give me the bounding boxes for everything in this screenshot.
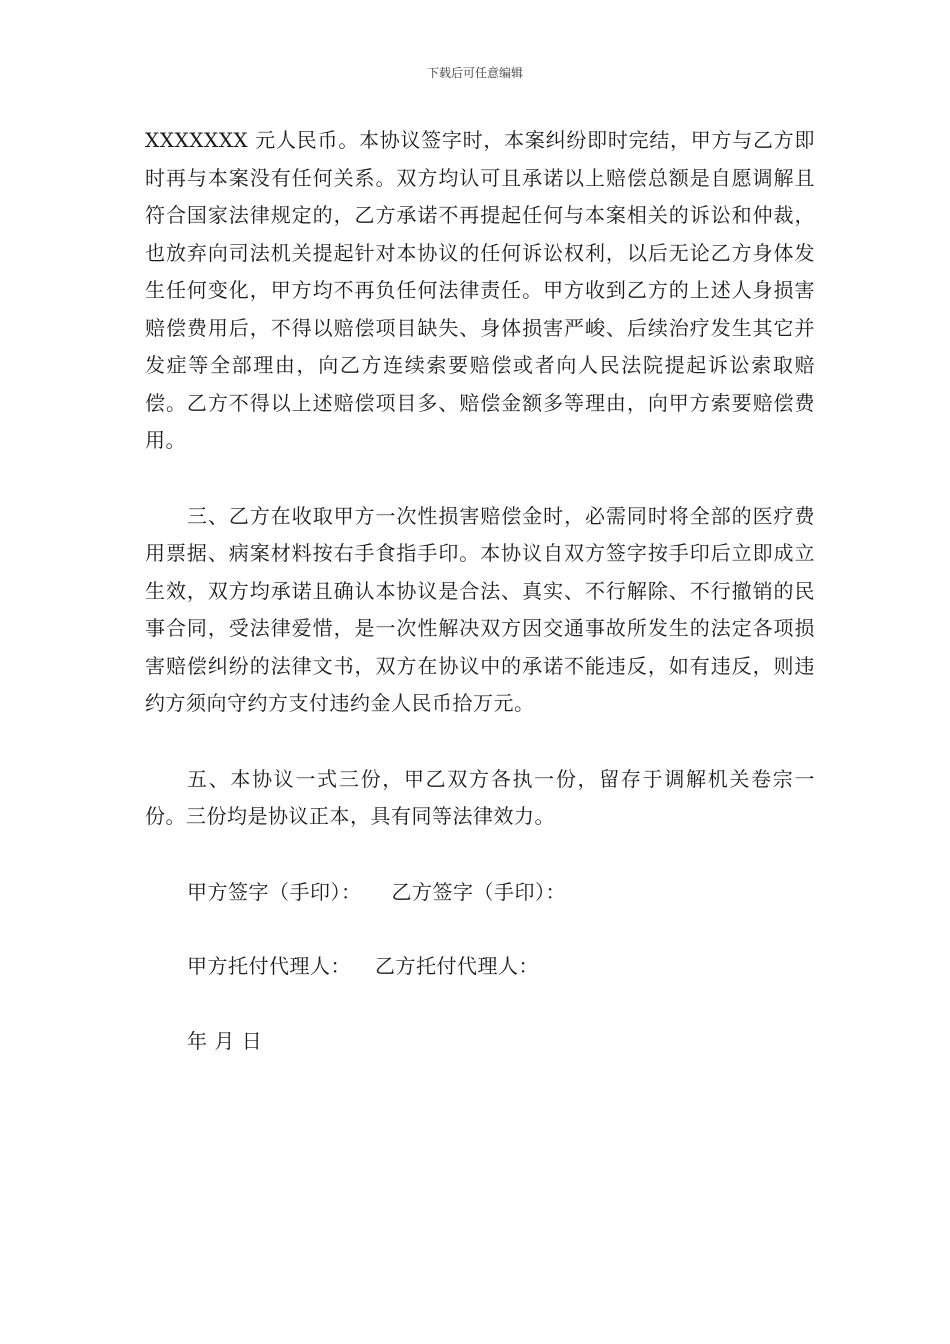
page-header: 下载后可任意编辑 — [426, 66, 523, 80]
signature-line — [145, 874, 815, 912]
paragraph-clause-five: 五、本协议一式三份，甲乙双方各执一份，留存于调解机关卷宗一份。三份均是协议正本，具有同等法律效力。 — [145, 766, 815, 828]
party-a-agent-label: 甲方托付代理人： — [187, 954, 351, 978]
party-a-signature-label: 甲方签字（手印）： — [187, 879, 362, 904]
party-b-agent-label: 乙方托付代理人： — [375, 954, 539, 978]
party-b-signature-label: 乙方签字（手印）： — [391, 879, 566, 904]
paragraph-clause-three: 三、乙方在收取甲方一次性损害赔偿金时，必需同时将全部的医疗费用票据、病案材料按右手食指手印。本协议自双方签字按手印后立即成立生效，双方均承诺且确认本协议是合法、真实、不行解除、不行撤销的民事合同，受法律爱惜，是一次性解决双方因交通事故所发生的法定各项损害赔偿纠纷的法律文书，双方在协议中的承诺不能违反，如有违反，则违约方须向守约方支付违约金人民币拾万元。 — [145, 503, 815, 715]
agent-line — [145, 948, 815, 986]
paragraph-compensation-terms: XXXXXXX 元人民币。本协议签字时，本案纠纷即时完结，甲方与乙方即时再与本案没有任何关系。双方均认可且承诺以上赔偿总额是自愿调解且符合国家法律规定的，乙方承诺不再提起任何与本案相关的诉讼和仲裁，也放弃向司法机关提起针对本协议的任何诉讼权利，以后无论乙方身体发生任何变化，甲方均不再负任何法律责任。甲方收到乙方的上述人身损害赔偿费用后，不得以赔偿项目缺失、身体损害严峻、后续治疗发生其它并发症等全部理由，向乙方连续索要赔偿或者向人民法院提起诉讼索取赔偿。乙方不得以上述赔偿项目多、赔偿金额多等理由，向甲方索要赔偿费用。 — [145, 128, 815, 452]
document-body — [145, 122, 815, 1060]
date-line: 年 月 日 — [187, 1028, 263, 1053]
